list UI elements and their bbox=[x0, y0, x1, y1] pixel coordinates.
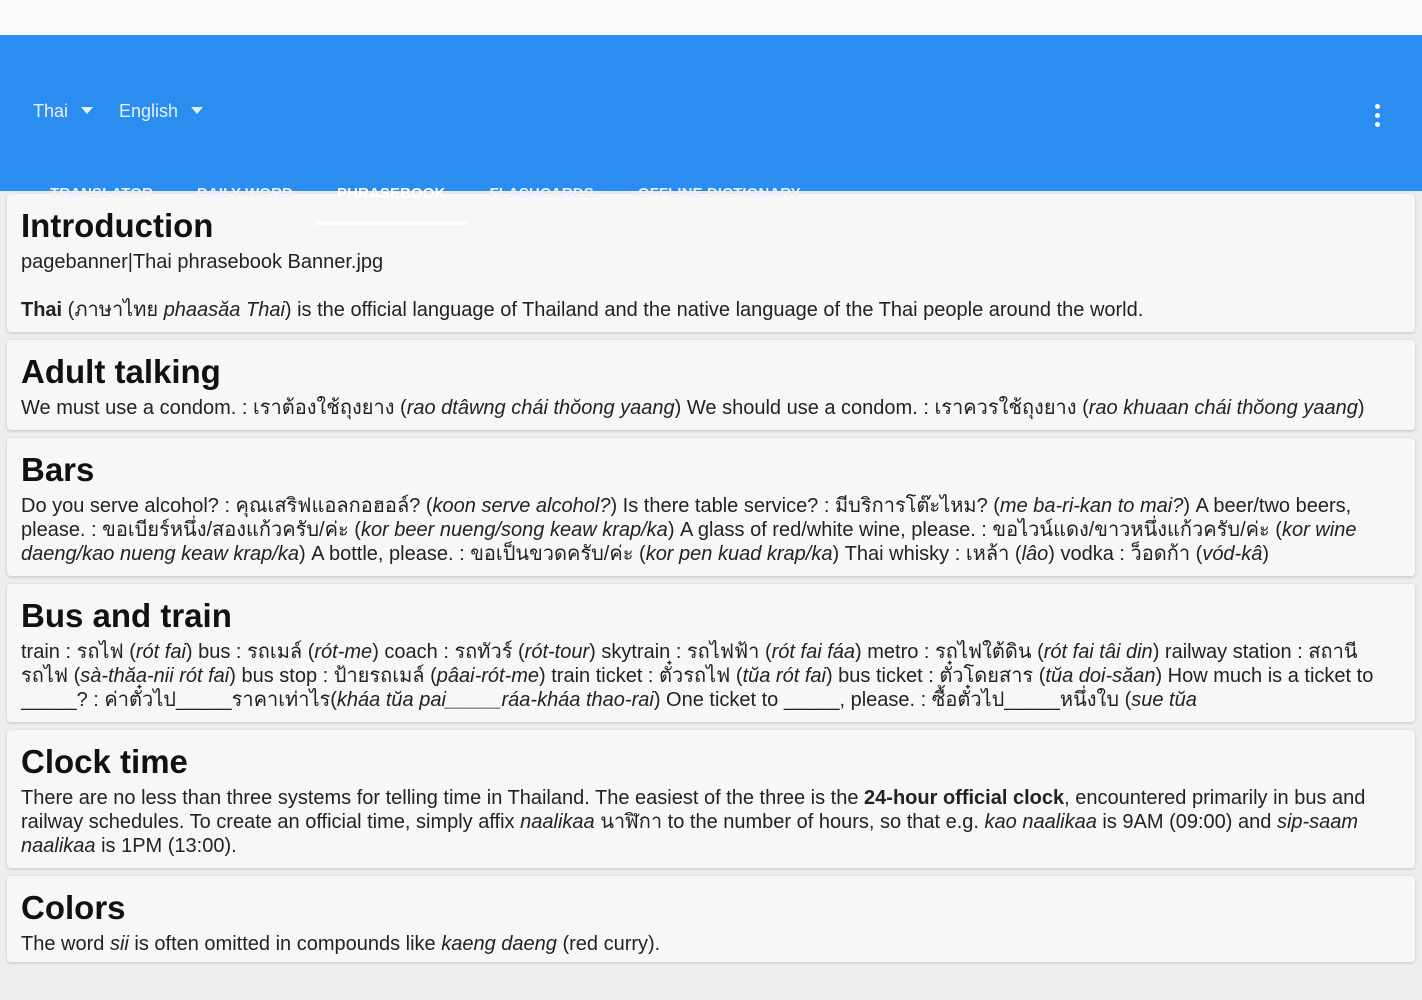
romanization: rao khuaan chái thŏong yaang bbox=[1088, 397, 1358, 419]
source-language-label: Thai bbox=[33, 101, 69, 121]
romanization: rót-tour bbox=[524, 641, 590, 663]
bold-term: 24-hour official clock bbox=[864, 787, 1065, 809]
text-run: is 9AM (09:00) and bbox=[1096, 811, 1277, 833]
text-run: is often omitted in compounds like bbox=[128, 933, 442, 955]
text-run: ) A bottle, please. : ขอเป็นขวดครับ/ค่ะ ( bbox=[298, 543, 646, 565]
tab-bar bbox=[28, 165, 823, 225]
section-body bbox=[21, 494, 1401, 566]
text-run: ) vodka : ว็อดก้า ( bbox=[1048, 543, 1203, 565]
romanization: kor wine daeng/kao nueng keaw krap/ka bbox=[21, 519, 1357, 565]
text-run: ) bus : รถเมล์ ( bbox=[185, 641, 315, 663]
romanization: rót-me bbox=[314, 641, 373, 663]
text-run: is 1PM (13:00). bbox=[95, 835, 237, 857]
text-run: (red curry). bbox=[556, 933, 661, 955]
caret-down-icon bbox=[191, 107, 203, 114]
romanization: rao dtâwng chái thŏong yaang bbox=[406, 397, 675, 419]
text-run: ) A glass of red/white wine, please. : ขอไวน์แดง/ขาวหนึ่งแก้วครับ/ค่ะ ( bbox=[667, 519, 1282, 541]
romanization: sue tŭa bbox=[1131, 689, 1197, 711]
romanization: vód-kâ bbox=[1202, 543, 1263, 565]
tab-offline-dictionary[interactable]: OFFLINE DICTIONARY bbox=[637, 185, 801, 202]
tab-phrasebook[interactable]: PHRASEBOOK bbox=[315, 165, 468, 221]
romanization: koon serve alcohol? bbox=[432, 495, 611, 517]
section-card-adult-talking[interactable] bbox=[7, 340, 1415, 430]
romanization: tŭa doi-săan bbox=[1045, 665, 1156, 687]
section-title: Bus and train bbox=[21, 597, 232, 634]
bold-term: Thai bbox=[21, 299, 63, 321]
romanization: me ba-ri-kan to mai? bbox=[999, 495, 1184, 517]
banner-text: pagebanner|Thai phrasebook Banner.jpg bbox=[21, 251, 384, 273]
romanization: naalikaa bbox=[520, 811, 595, 833]
romanization: lâo bbox=[1021, 543, 1049, 565]
section-card-clock-time[interactable] bbox=[7, 730, 1415, 868]
text-run: ) bus ticket : ตั๋วโดยสาร ( bbox=[825, 665, 1046, 687]
section-body bbox=[21, 932, 1401, 956]
section-card-bus-and-train[interactable] bbox=[7, 584, 1415, 722]
text-run: (ภาษาไทย bbox=[62, 299, 164, 321]
section-body bbox=[21, 298, 1401, 322]
text-run: ) skytrain : รถไฟฟ้า ( bbox=[589, 641, 772, 663]
section-title: Clock time bbox=[21, 743, 188, 780]
text-run: ) One ticket to _____, please. : ซื้อตั๋วไป_____หนึ่งใบ ( bbox=[653, 689, 1132, 711]
source-language-dropdown[interactable] bbox=[33, 101, 93, 122]
caret-down-icon bbox=[81, 107, 93, 114]
text-run: The word bbox=[21, 933, 110, 955]
romanization: phaasăa Thai bbox=[163, 299, 285, 321]
section-title: Colors bbox=[21, 889, 126, 926]
status-bar bbox=[0, 0, 1422, 35]
romanization: rót fai bbox=[135, 641, 186, 663]
tab-translator[interactable]: TRANSLATOR bbox=[50, 185, 153, 202]
romanization: rót fai fáa bbox=[771, 641, 856, 663]
text-run: ) We should use a condom. : เราควรใช้ถุงยาง ( bbox=[674, 397, 1089, 419]
romanization: kháa tŭa pai_____ráa-kháa thao-rai bbox=[336, 689, 654, 711]
section-body bbox=[21, 640, 1401, 712]
target-language-label: English bbox=[119, 101, 179, 121]
section-card-bars[interactable] bbox=[7, 438, 1415, 576]
text-run: ) train ticket : ตั๋วรถไฟ ( bbox=[539, 665, 743, 687]
text-run: Do you serve alcohol? : คุณเสริฟแอลกอฮอล์? ( bbox=[21, 495, 433, 517]
text-run: There are no less than three systems for telling time in Thailand. The easiest of the three is the bbox=[21, 787, 865, 809]
section-title: Introduction bbox=[21, 207, 214, 244]
romanization: rót fai tâi din bbox=[1043, 641, 1153, 663]
text-run: train : รถไฟ ( bbox=[21, 641, 136, 663]
text-run: ) railway station : สถานีรถไฟ ( bbox=[21, 641, 1358, 687]
romanization: tŭa rót fai bbox=[742, 665, 826, 687]
app-bar bbox=[0, 35, 1422, 202]
text-run: ) A beer/two beers, please. : ขอเบียร์หนึ่ง/สองแก้วครับ/ค่ะ ( bbox=[21, 495, 1352, 541]
text-run: ) metro : รถไฟใต้ดิน ( bbox=[855, 641, 1044, 663]
romanization: kao naalikaa bbox=[984, 811, 1097, 833]
target-language-dropdown[interactable] bbox=[119, 101, 203, 122]
text-run: นาฬิกา to the number of hours, so that e.g. bbox=[594, 811, 985, 833]
text-run: ) is the official language of Thailand and the native language of the Thai people around the world. bbox=[284, 299, 1144, 321]
text-run: ) How much is a ticket to _____? : ค่าตั๋วไป_____ราคาเท่าไร( bbox=[21, 665, 1374, 711]
section-title: Bars bbox=[21, 451, 95, 488]
text-run: We must use a condom. : เราต้องใช้ถุงยาง ( bbox=[21, 397, 407, 419]
section-body bbox=[21, 396, 1401, 420]
more-vert-icon[interactable] bbox=[1362, 101, 1392, 129]
text-run: , encountered primarily in bus and railway schedules. To create an official time, simply affix bbox=[21, 787, 1366, 833]
section-card-colors[interactable] bbox=[7, 876, 1415, 962]
menu-dot bbox=[1375, 113, 1380, 118]
romanization: kor pen kuad krap/ka bbox=[645, 543, 833, 565]
text-run: ) bus stop : ป้ายรถเมล์ ( bbox=[229, 665, 437, 687]
text-run: ) bbox=[1357, 397, 1365, 419]
tab-flashcards[interactable]: FLASHCARDS bbox=[489, 185, 594, 202]
romanization: sà-thăa-nii rót fai bbox=[80, 665, 230, 687]
text-run: ) Thai whisky : เหล้า ( bbox=[832, 543, 1022, 565]
phrasebook-content bbox=[0, 191, 1422, 962]
romanization: pâai-rót-me bbox=[436, 665, 540, 687]
romanization: sip-saam naalikaa bbox=[21, 811, 1359, 857]
tab-daily-word[interactable]: DAILY WORD bbox=[196, 185, 293, 202]
section-body bbox=[21, 786, 1401, 858]
romanization: kor beer nueng/song keaw krap/ka bbox=[360, 519, 668, 541]
menu-dot bbox=[1375, 104, 1380, 109]
text-run: ) Is there table service? : มีบริการโต๊ะไหม? ( bbox=[610, 495, 1000, 517]
language-selector-row bbox=[33, 101, 229, 122]
text-run: ) bbox=[1262, 543, 1270, 565]
text-run: ) coach : รถทัวร์ ( bbox=[372, 641, 525, 663]
menu-dot bbox=[1375, 122, 1380, 127]
romanization: sii bbox=[109, 933, 129, 955]
romanization: kaeng daeng bbox=[441, 933, 557, 955]
section-title: Adult talking bbox=[21, 353, 221, 390]
